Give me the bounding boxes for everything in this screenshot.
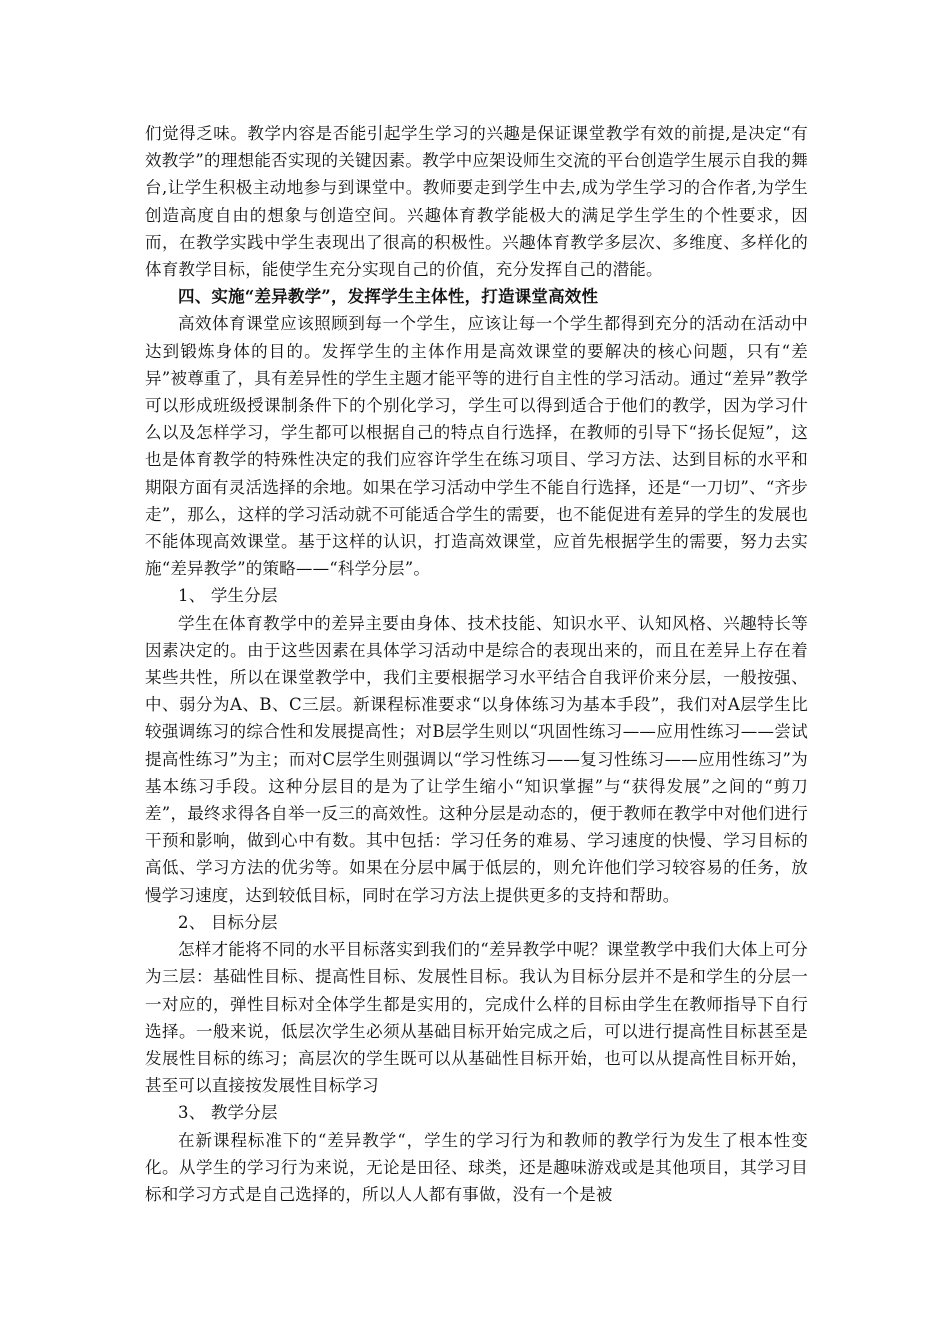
student-layering-paragraph: 学生在体育教学中的差异主要由身体、技术技能、知识水平、认知风格、兴趣特长等因素决定的。由于这些因素在具体学习活动中是综合的表现出来的，而且在差异上存在着某些共性，所以在课堂教学中，我们主要根据学习水平结合自我评价来分层，一般按强、中、弱分为A、B、C三层。新课程标准要求“以身体练习为基本手段”，我们对A层学生比较强调练习的综合性和发展提高性；对B层学生则以“巩固性练习——应用性练习——尝试提高性练习”为主；而对C层学生则强调以“学习性练习——复习性练习——应用性练习”为基本练习手段。这种分层目的是为了让学生缩小“知识掌握”与“获得发展”之间的“剪刀差”，最终求得各自举一反三的高效性。这种分层是动态的，便于教师在教学中对他们进行干预和影响，做到心中有数。其中包括：学习任务的难易、学习速度的快慢、学习目标的高低、学习方法的优劣等。如果在分层中属于低层的，则允许他们学习较容易的任务，放慢学习速度，达到较低目标，同时在学习方法上提供更多的支持和帮助。 xyxy=(145,613,808,905)
subheading-student-layering: 1、 学生分层 xyxy=(178,586,278,606)
section-heading-4: 四、实施“差异教学”，发挥学生主体性，打造课堂高效性 xyxy=(178,287,599,307)
subheading-teaching-layering: 3、 教学分层 xyxy=(178,1103,278,1123)
section-4-paragraph: 高效体育课堂应该照顾到每一个学生，应该让每一个学生都得到充分的活动在活动中达到锻炼身体的目的。发挥学生的主体作用是高效课堂的要解决的核心问题，只有“差异”被尊重了，具有差异性的学生主题才能平等的进行自主性的学习活动。通过“差异”教学可以形成班级授课制条件下的个别化学习，学生可以得到适合于他们的教学，因为学习什么以及怎样学习，学生都可以根据自己的特点自行选择，在教师的引导下“扬长促短”，这也是体育教学的特殊性决定的我们应容许学生在练习项目、学习方法、达到目标的水平和期限方面有灵活选择的余地。如果在学习活动中学生不能自行选择，还是“一刀切”、“齐步走”，那么，这样的学习活动就不可能适合学生的需要，也不能促进有差异的学生的发展也不能体现高效课堂。基于这样的认识，打造高效课堂，应首先根据学生的需要，努力去实施“差异教学”的策略——“科学分层”。 xyxy=(145,314,808,579)
goal-layering-paragraph: 怎样才能将不同的水平目标落实到我们的“差异教学中呢？课堂教学中我们大体上可分为三层：基础性目标、提高性目标、发展性目标。我认为目标分层并不是和学生的分层一一对应的，弹性目标对全体学生都是实用的，完成什么样的目标由学生在教师指导下自行选择。一般来说，低层次学生必须从基础目标开始完成之后，可以进行提高性目标甚至是发展性目标的练习；高层次的学生既可以从基础性目标开始，也可以从提高性目标开始，甚至可以直接按发展性目标学习 xyxy=(145,940,808,1096)
intro-paragraph: 们觉得乏味。教学内容是否能引起学生学习的兴趣是保证课堂教学有效的前提,是决定“有效教学”的理想能否实现的关键因素。教学中应架设师生交流的平台创造学生展示自我的舞台,让学生积极主动地参与到课堂中。教师要走到学生中去,成为学生学习的合作者,为学生创造高度自由的想象与创造空间。兴趣体育教学能极大的满足学生学生的个性要求，因而，在教学实践中学生表现出了很高的积极性。兴趣体育教学多层次、多维度、多样化的体育教学目标，能使学生充分实现自己的价值，充分发挥自己的潜能。 xyxy=(145,124,808,280)
document-body xyxy=(145,120,808,1208)
teaching-layering-paragraph: 在新课程标准下的“差异教学“，学生的学习行为和教师的教学行为发生了根本性变化。从学生的学习行为来说，无论是田径、球类，还是趣味游戏或是其他项目，其学习目标和学习方式是自己选择的，所以人人都有事做，没有一个是被 xyxy=(145,1130,808,1204)
subheading-goal-layering: 2、 目标分层 xyxy=(178,912,278,932)
